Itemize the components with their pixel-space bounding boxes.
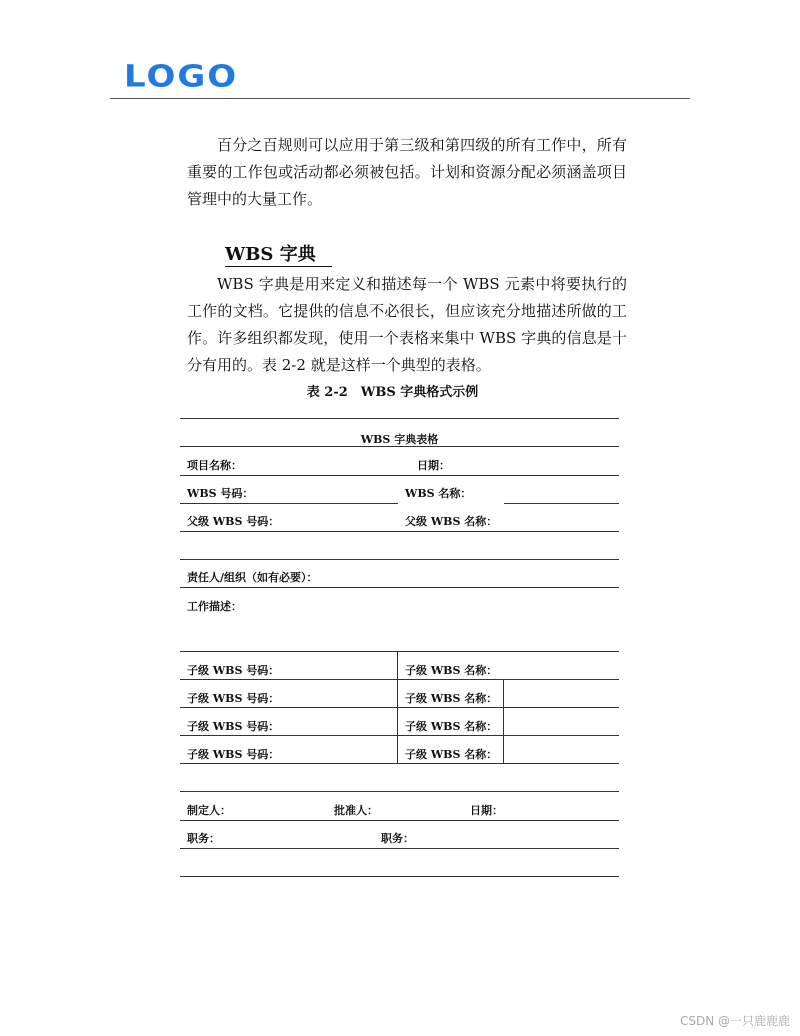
form-line [180,791,619,792]
paragraph-wbs-dictionary: WBS 字典是用来定义和描述每一个 WBS 元素中将要执行的工作的文档。它提供的信息不必很长，但应该充分地描述所做的工作。许多组织都发现，使用一个表格来集中 WBS 字典的信息是十分有用的。表 2-2 就是这样一个典型的表格。 [187,275,627,374]
form-line [180,876,619,877]
wbs-number-label: WBS 号码： [187,487,254,500]
form-line [180,679,619,680]
form-line [180,446,619,447]
form-line [180,531,619,532]
child-wbs-number-label: 子级 WBS 号码： [187,664,280,677]
child-wbs-number-label: 子级 WBS 号码： [187,748,280,761]
section-title: WBS 字典 [225,244,332,267]
child-wbs-name-label: 子级 WBS 名称： [405,748,498,761]
project-name-label: 项目名称： [187,459,242,472]
position-label: 职务： [187,832,220,845]
date-label: 日期： [417,459,450,472]
wbs-dictionary-form [180,418,619,878]
form-vline [503,679,504,764]
position-label-2: 职务： [381,832,414,845]
approved-by-label: 批准人： [334,804,378,817]
form-line [180,763,619,764]
form-line [180,735,619,736]
form-line [180,820,619,821]
form-line [180,475,619,476]
logo: LOGO [124,59,239,95]
child-wbs-name-label: 子级 WBS 名称： [405,664,498,677]
form-line [180,559,619,560]
form-line [180,707,619,708]
child-wbs-number-label: 子级 WBS 号码： [187,720,280,733]
paragraph-100-percent-rule: 百分之百规则可以应用于第三级和第四级的所有工作中，所有重要的工作包或活动都必须被包括。计划和资源分配必须涵盖项目管理中的大量工作。 [187,136,627,208]
parent-wbs-name-label: 父级 WBS 名称： [405,515,498,528]
form-line [180,651,619,652]
header-divider [110,98,690,99]
watermark: CSDN @一只鹿鹿鹿 [679,1014,790,1028]
form-vline [397,651,398,764]
prepared-by-label: 制定人： [187,804,231,817]
form-line [504,503,619,504]
child-wbs-name-label: 子级 WBS 名称： [405,692,498,705]
table-caption: 表 2-2 WBS 字典格式示例 [306,385,479,400]
form-line [180,418,619,419]
child-wbs-number-label: 子级 WBS 号码： [187,692,280,705]
form-title: WBS 字典表格 [360,433,439,446]
signature-date-label: 日期： [470,804,503,817]
responsible-label: 责任人/组织（如有必要）： [187,571,318,584]
form-line [180,848,619,849]
form-line [180,587,619,588]
work-description-label: 工作描述： [187,600,242,613]
parent-wbs-number-label: 父级 WBS 号码： [187,515,280,528]
child-wbs-name-label: 子级 WBS 名称： [405,720,498,733]
wbs-name-label: WBS 名称： [405,487,472,500]
form-line [180,503,398,504]
